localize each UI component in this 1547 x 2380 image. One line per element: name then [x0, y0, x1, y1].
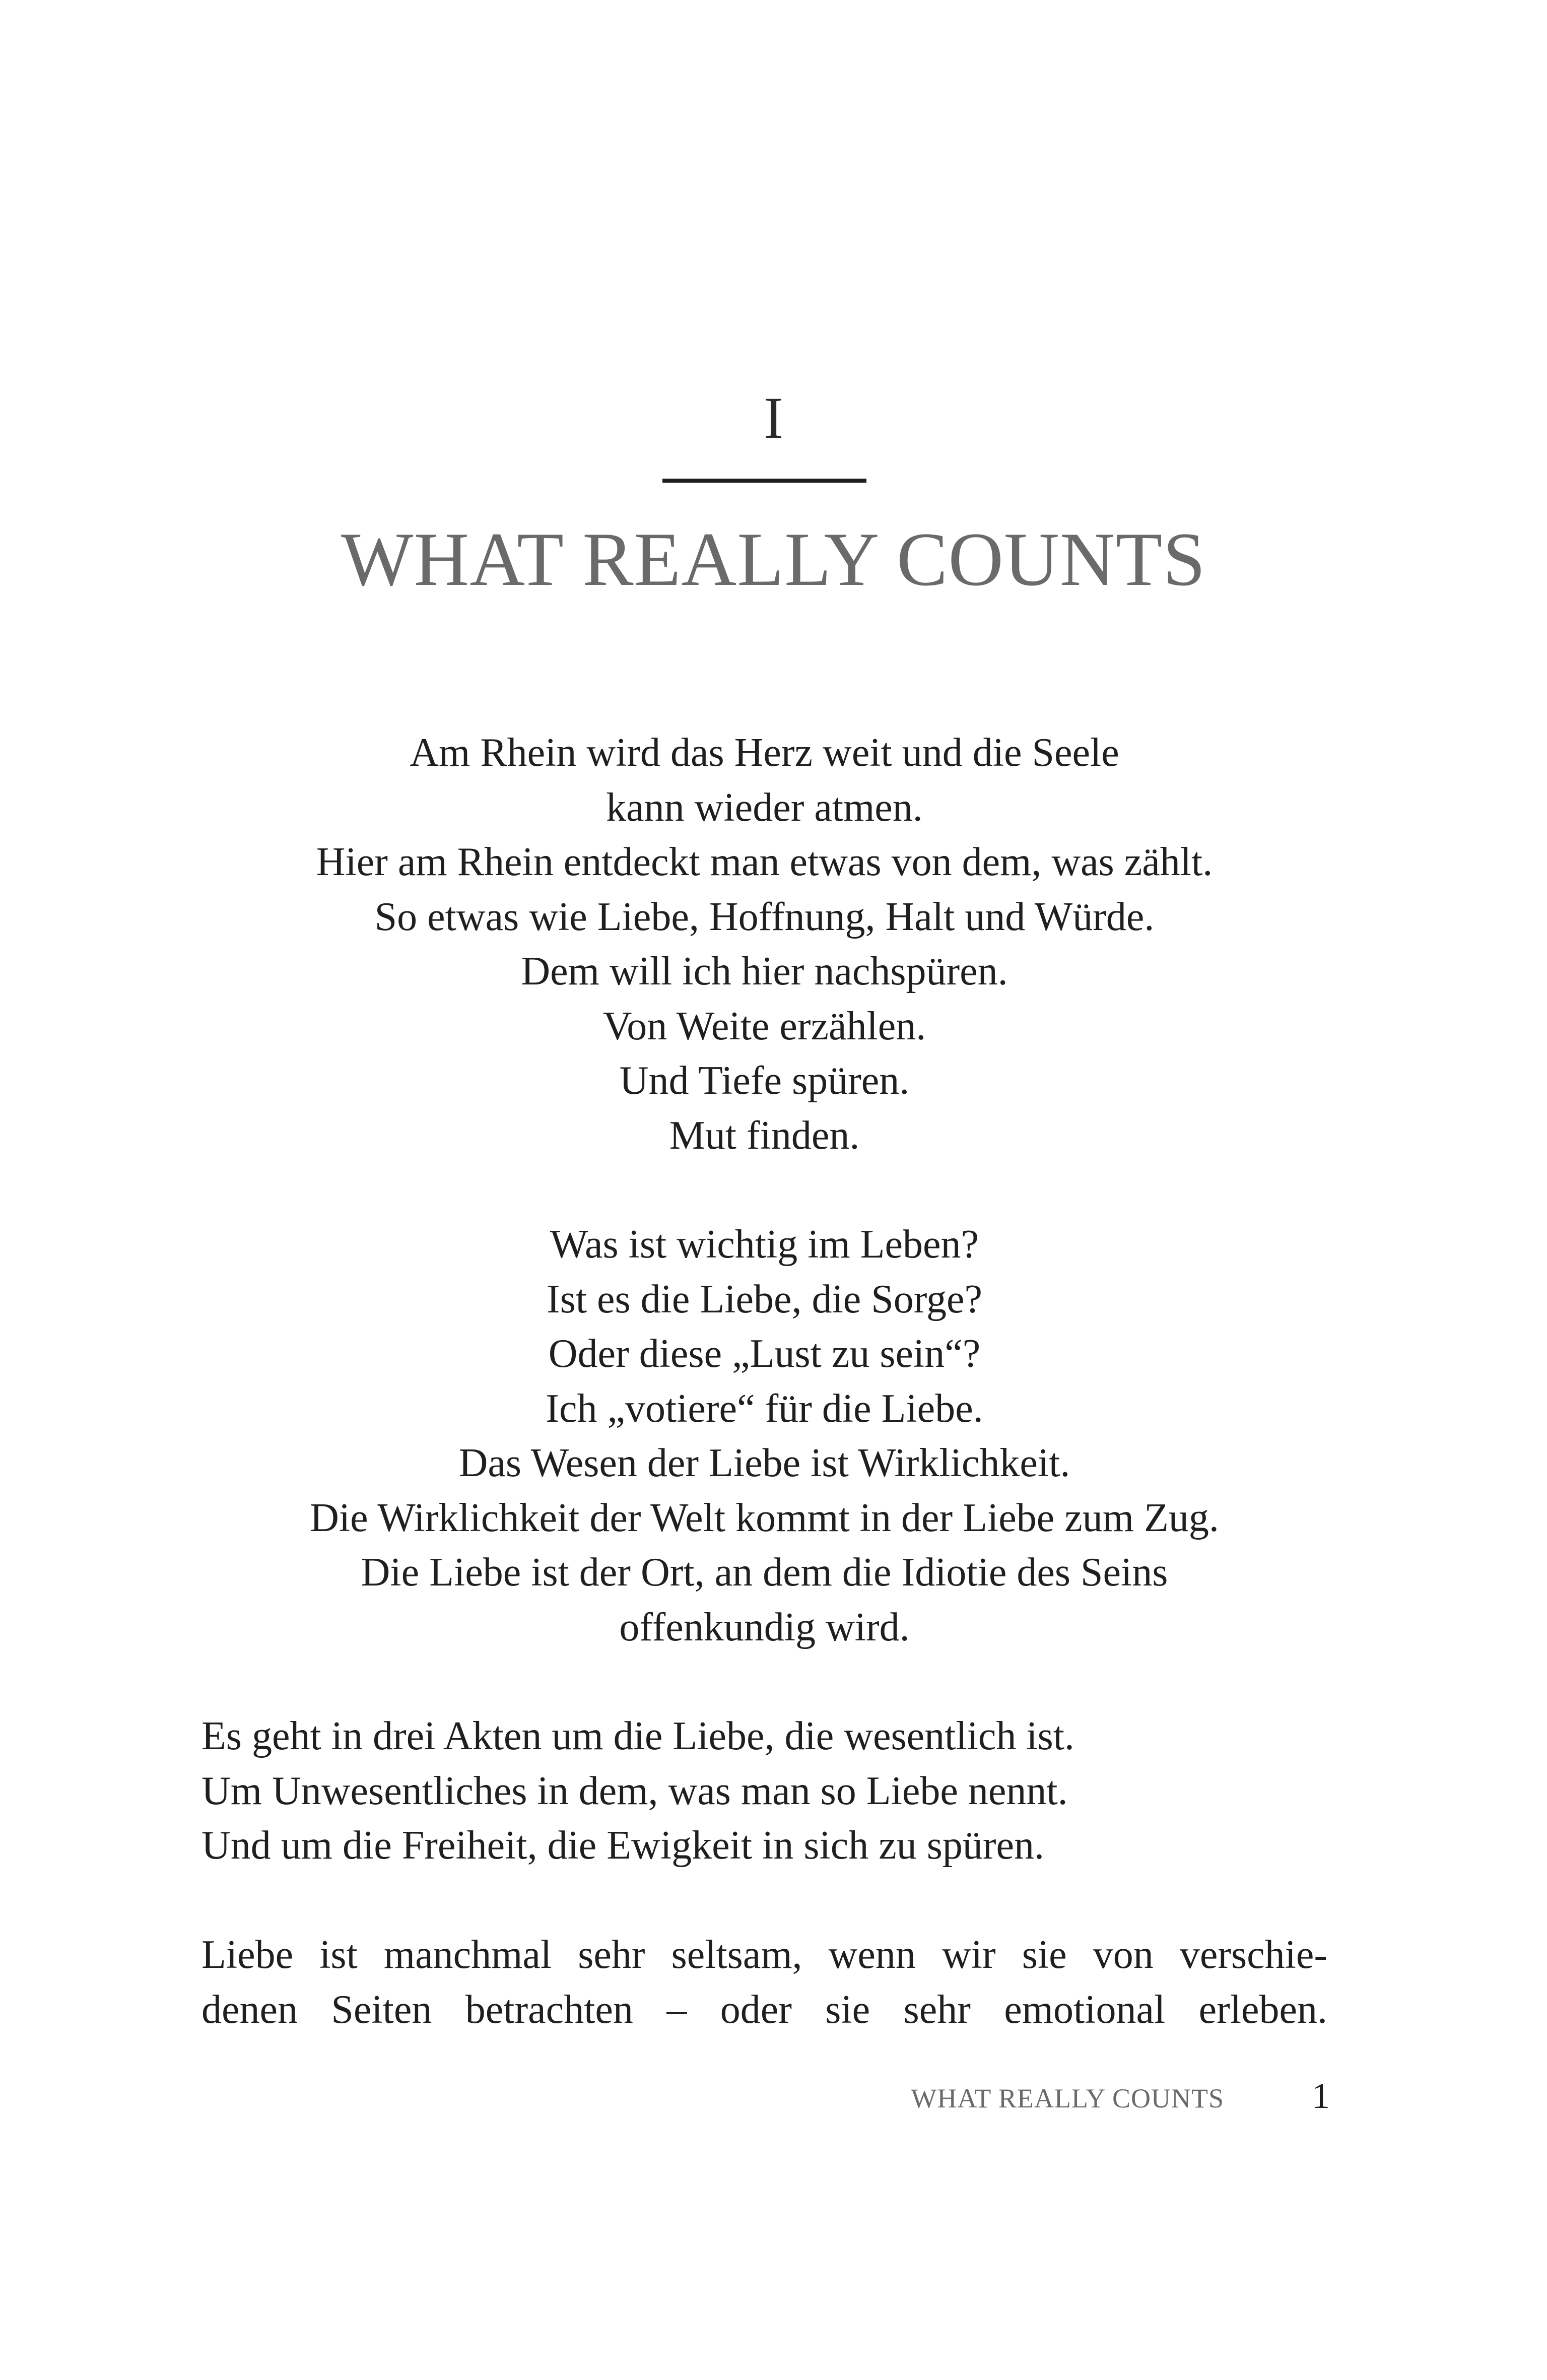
- text-line: Von Weite erzählen.: [602, 1004, 926, 1048]
- text-line: Und um die Freiheit, die Ewigkeit in sich zu spüren.: [201, 1823, 1045, 1868]
- text-line: Oder diese „Lust zu sein“?: [548, 1332, 981, 1376]
- text-line: Ist es die Liebe, die Sorge?: [547, 1277, 982, 1321]
- text-line: denen Seiten betrachten – oder sie sehr emotional erleben.: [201, 1987, 1327, 2032]
- stanza-2: [201, 1217, 1327, 1655]
- text-line: kann wieder atmen.: [606, 785, 923, 830]
- text-line: Es geht in drei Akten um die Liebe, die wesentlich ist.: [201, 1714, 1074, 1758]
- text-line: Dem will ich hier nachspüren.: [521, 949, 1008, 994]
- page-number: 1: [1312, 2076, 1330, 2116]
- text-line: Die Liebe ist der Ort, an dem die Idiotie des Seins: [361, 1550, 1168, 1595]
- stanza-4: [201, 1928, 1327, 2037]
- text-line: Mut finden.: [669, 1113, 860, 1158]
- chapter-title: WHAT REALLY COUNTS: [341, 517, 1206, 602]
- stanza-3: [201, 1709, 1327, 1873]
- text-line: Die Wirklichkeit der Welt kommt in der Liebe zum Zug.: [310, 1495, 1219, 1540]
- text-line: Das Wesen der Liebe ist Wirklichkeit.: [458, 1441, 1070, 1485]
- text-line: So etwas wie Liebe, Hoffnung, Halt und Würde.: [374, 894, 1155, 939]
- chapter-divider: [662, 479, 866, 483]
- stanza-1: [201, 725, 1327, 1163]
- text-line: Liebe ist manchmal sehr seltsam, wenn wir sie von verschie-: [201, 1933, 1327, 1977]
- text-line: offenkundig wird.: [619, 1605, 910, 1649]
- running-footer-title: WHAT REALLY COUNTS: [911, 2083, 1224, 2113]
- text-line: Am Rhein wird das Herz weit und die Seele: [410, 731, 1119, 775]
- chapter-number: I: [763, 385, 784, 451]
- text-line: Was ist wichtig im Leben?: [550, 1222, 979, 1267]
- text-line: Um Unwesentliches in dem, was man so Liebe nennt.: [201, 1768, 1068, 1813]
- text-line: Hier am Rhein entdeckt man etwas von dem, was zählt.: [316, 840, 1213, 884]
- text-line: Und Tiefe spüren.: [619, 1059, 910, 1103]
- text-line: Ich „votiere“ für die Liebe.: [546, 1386, 983, 1431]
